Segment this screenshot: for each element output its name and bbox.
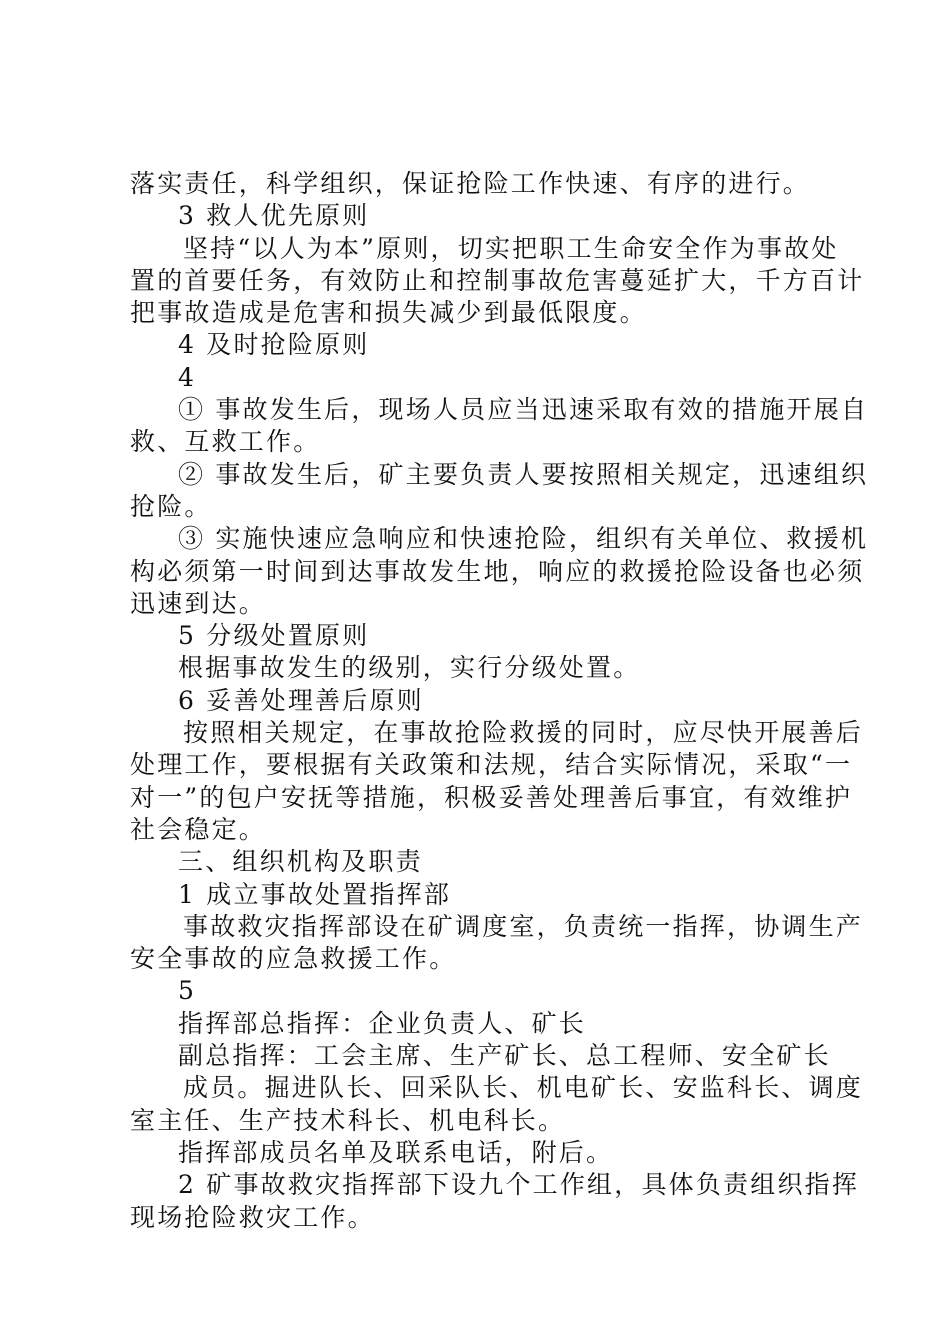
text-line: 5 [178,976,197,1006]
text-line: 处理工作，要根据有关政策和法规，结合实际情况，采取“一 [130,750,853,780]
text-line: ③ 实施快速应急响应和快速抢险，组织有关单位、救援机 [178,524,869,554]
text-line: 抢险。 [130,491,212,521]
text-line: 3 救人优先原则 [178,201,370,231]
text-line: 指挥部成员名单及联系电话，附后。 [178,1137,614,1167]
text-line: 置的首要任务，有效防止和控制事故危害蔓延扩大，千方百计 [130,265,865,295]
text-line: 副总指挥：工会主席、生产矿长、总工程师、安全矿长 [178,1041,831,1071]
document-body [130,168,869,1234]
text-line: 根据事故发生的级别，实行分级处置。 [178,653,641,683]
text-line: 1 成立事故处置指挥部 [178,879,452,909]
text-line: 按照相关规定，在事故抢险救援的同时，应尽快开展善后 [183,718,864,748]
text-line: 坚持“以人为本”原则，切实把职工生命安全作为事故处 [183,233,839,263]
text-line: 安全事故的应急救援工作。 [130,944,457,974]
text-line: 指挥部总指挥：企业负责人、矿长 [178,1008,587,1038]
text-line: ① 事故发生后，现场人员应当迅速采取有效的措施开展自 [178,395,869,425]
text-line: 成员。掘进队长、回采队长、机电矿长、安监科长、调度 [183,1073,864,1103]
text-line: 落实责任，科学组织，保证抢险工作快速、有序的进行。 [130,169,811,198]
text-line: 4 及时抢险原则 [178,330,370,360]
text-line: 室主任、生产技术科长、机电科长。 [130,1105,566,1135]
text-line: 三、组织机构及职责 [178,847,423,877]
text-line: 5 分级处置原则 [178,621,370,651]
text-line: 2 矿事故救灾指挥部下设九个工作组，具体负责组织指挥 [178,1170,860,1200]
text-line: 6 妥善处理善后原则 [178,685,424,715]
text-line: 4 [178,362,197,392]
text-line: 构必须第一时间到达事故发生地，响应的救援抢险设备也必须 [130,556,865,586]
text-line: 对一”的包户安抚等措施，积极妥善处理善后事宜，有效维护 [130,782,853,812]
text-line: 社会稳定。 [130,814,267,844]
text-line: 事故救灾指挥部设在矿调度室，负责统一指挥，协调生产 [183,911,864,941]
text-line: 把事故造成是危害和损失减少到最低限度。 [130,298,647,328]
text-line: ② 事故发生后，矿主要负责人要按照相关规定，迅速组织 [178,459,869,489]
text-line: 现场抢险救灾工作。 [130,1202,375,1232]
text-line: 迅速到达。 [130,588,267,618]
text-line: 救、互救工作。 [130,427,321,457]
